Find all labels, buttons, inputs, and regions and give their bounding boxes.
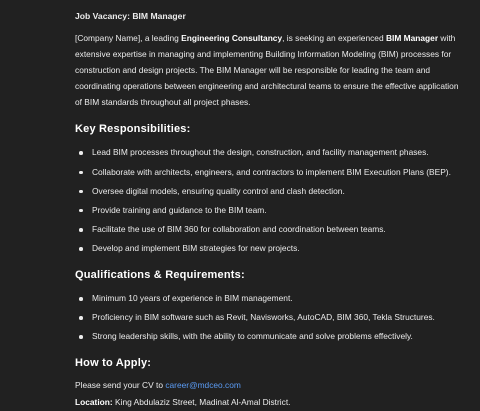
intro-part-1: [Company Name], a leading (75, 32, 182, 43)
bullet-icon (79, 151, 83, 155)
list-item-text: Strong leadership skills, with the ability to communicate and solve problems effectively. (92, 331, 413, 342)
list-item (75, 239, 466, 258)
responsibilities-heading: Key Responsibilities: (75, 122, 191, 135)
list-item (75, 327, 466, 346)
bullet-icon (79, 209, 83, 213)
intro-paragraph (75, 30, 466, 110)
bullet-icon (79, 171, 83, 175)
intro-company-type: Engineering Consultancy (181, 32, 283, 43)
list-item-text: Minimum 10 years of experience in BIM management. (92, 293, 293, 304)
list-item (75, 308, 466, 327)
email-link[interactable]: career@mdceo.com (165, 380, 241, 391)
location-label: Location: (75, 397, 113, 408)
qualifications-list (75, 289, 466, 347)
list-item (75, 143, 466, 162)
list-item-text: Provide training and guidance to the BIM team. (92, 204, 267, 215)
list-item (75, 201, 466, 220)
responsibilities-list (75, 143, 466, 258)
intro-part-3: with extensive expertise in managing and implementing Building Information Modeling (BIM) processes for construction and design projects. The BIM Manager will be responsible for leading the team and coordinating operations between engineering and architectural teams to ensure the effective application of BIM standards throughout all project phases. (75, 32, 459, 107)
how-to-apply-heading: How to Apply: (75, 356, 152, 369)
bullet-icon (79, 335, 83, 339)
list-item-text: Lead BIM processes throughout the design, construction, and facility management phases. (92, 147, 429, 158)
intro-role: BIM Manager (385, 32, 439, 43)
list-item (75, 163, 466, 182)
bullet-icon (79, 247, 83, 251)
list-item (75, 182, 466, 201)
list-item-text: Facilitate the use of BIM 360 for collaboration and coordination between teams. (92, 224, 386, 235)
bullet-icon (79, 297, 83, 301)
list-item-text: Develop and implement BIM strategies for new projects. (92, 243, 300, 254)
list-item-text: Oversee digital models, ensuring quality control and clash detection. (92, 185, 345, 196)
qualifications-heading: Qualifications & Requirements: (75, 268, 245, 281)
bullet-icon (79, 316, 83, 320)
bullet-icon (79, 190, 83, 194)
list-item (75, 289, 466, 308)
location-value: King Abdulaziz Street, Madinat Al-Amal District. (112, 397, 291, 408)
cv-text: Please send your CV to (75, 380, 166, 391)
job-title: Job Vacancy: BIM Manager (75, 11, 186, 21)
intro-part-2: , is seeking an experienced (282, 32, 386, 43)
location-line (75, 394, 466, 411)
bullet-icon (79, 228, 83, 232)
list-item-text: Collaborate with architects, engineers, and contractors to implement BIM Execution Plans (BEP). (92, 166, 451, 177)
list-item (75, 220, 466, 239)
cv-line (75, 377, 466, 394)
list-item-text: Proficiency in BIM software such as Revit, Navisworks, AutoCAD, BIM 360, Tekla Structures. (92, 312, 435, 323)
